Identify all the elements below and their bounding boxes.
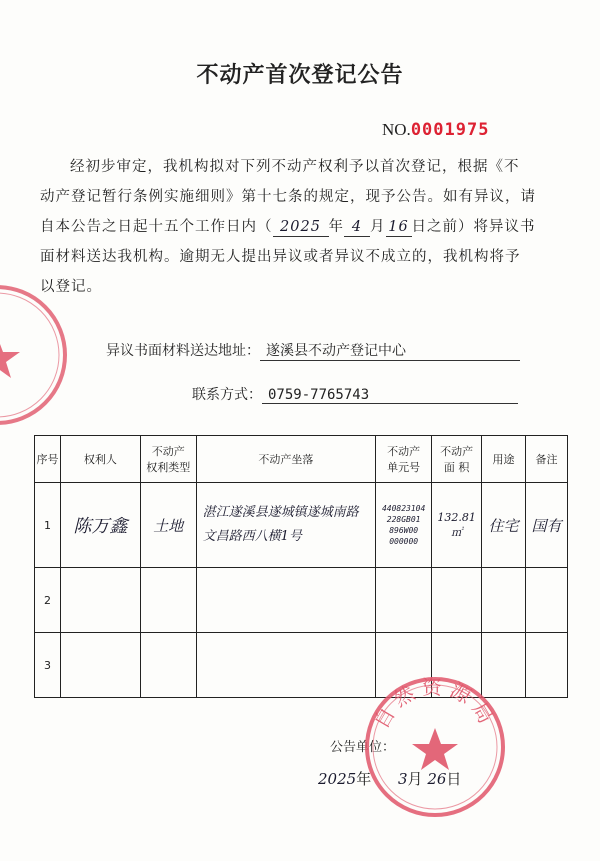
issue-day-suffix: 日	[446, 770, 462, 788]
issue-month-suffix: 月	[407, 770, 423, 788]
cell-right-type: 土地	[140, 483, 196, 568]
svg-text:自然资源局: 自然资源局	[368, 675, 502, 733]
address-value: 遂溪县不动产登记中心	[260, 340, 520, 361]
notice-line-3-text: 自本公告之日起十五个工作日内（	[40, 219, 273, 235]
cell-holder	[60, 568, 140, 633]
table-row	[35, 568, 568, 633]
header-seq: 序号	[35, 436, 61, 483]
cell-holder: 陈万鑫	[60, 483, 140, 568]
contact-label: 联系方式：	[192, 387, 262, 403]
deadline-month: 4	[344, 218, 370, 237]
header-right-type-2: 权利类型	[146, 461, 191, 474]
cell-use	[482, 568, 526, 633]
document-number-value: 0001975	[410, 120, 490, 140]
cell-location-line-2: 文昌路西八横1号	[202, 529, 302, 544]
cell-right-type	[140, 633, 196, 698]
deadline-day: 16	[386, 218, 412, 237]
notice-line-1: 经初步审定，我机构拟对下列不动产权利予以首次登记，根据《不	[70, 159, 520, 175]
cell-location	[196, 633, 376, 698]
notice-line-3	[40, 212, 565, 242]
cell-right-type	[140, 568, 196, 633]
page-title: 不动产首次登记公告	[196, 63, 404, 88]
cell-location-line-1: 湛江遂溪县遂城镇遂城南路	[202, 505, 359, 520]
issue-year: 2025	[318, 770, 357, 788]
header-holder: 权利人	[60, 436, 140, 483]
cell-seq: 2	[35, 568, 61, 633]
header-unit-no-1: 不动产	[387, 445, 421, 458]
header-right-type-1: 不动产	[151, 445, 185, 458]
cell-area: 132.81㎡	[432, 483, 482, 568]
address-label: 异议书面材料送达地址：	[106, 343, 260, 359]
deadline-day-suffix: 日之前）将异议书	[411, 219, 536, 235]
document-number-prefix: NO.	[382, 120, 411, 139]
notice-line-2: 动产登记暂行条例实施细则》第十七条的规定，现予公告。如有异议，请	[40, 189, 536, 205]
contact-info	[192, 384, 518, 404]
cell-use: 住宅	[482, 483, 526, 568]
cell-unit-no-2: 228GB01	[386, 515, 421, 524]
cell-note: 国有	[526, 483, 568, 568]
notice-line-4: 面材料送达我机构。逾期无人提出异议或者异议不成立的，我机构将予	[40, 249, 521, 265]
header-note: 备注	[526, 436, 568, 483]
cell-unit-no-4: 000000	[389, 537, 419, 546]
cell-note	[526, 633, 568, 698]
official-seal-icon	[360, 672, 510, 822]
header-area-1: 不动产	[440, 445, 474, 458]
header-right-type	[140, 436, 196, 483]
cell-note	[526, 568, 568, 633]
header-unit-no-2: 单元号	[387, 461, 421, 474]
cell-location	[196, 483, 376, 568]
issue-year-suffix: 年	[356, 770, 372, 788]
notice-paragraph	[40, 152, 565, 302]
issue-month: 3	[397, 770, 408, 788]
header-location: 不动产坐落	[196, 436, 376, 483]
contact-value: 0759-7765743	[262, 387, 518, 404]
cell-seq: 3	[35, 633, 61, 698]
issue-day: 26	[427, 770, 447, 788]
cell-seq: 1	[35, 483, 61, 568]
issuer-label: 公告单位：	[330, 740, 396, 755]
property-table	[34, 435, 568, 698]
objection-address	[106, 340, 520, 361]
cell-unit-no	[376, 568, 432, 633]
cell-area	[432, 568, 482, 633]
cell-unit-no	[376, 483, 432, 568]
header-use: 用途	[482, 436, 526, 483]
notice-line-5: 以登记。	[40, 279, 102, 295]
cell-holder	[60, 633, 140, 698]
header-area	[432, 436, 482, 483]
table-row	[35, 483, 568, 568]
deadline-year: 2025	[273, 218, 329, 237]
header-unit-no	[376, 436, 432, 483]
table-header-row	[35, 436, 568, 483]
deadline-year-suffix: 年	[328, 219, 344, 235]
cell-unit-no-3: 896W00	[389, 526, 419, 535]
cell-unit-no-1: 440823104	[381, 504, 426, 513]
document-number	[382, 120, 489, 140]
cell-location	[196, 568, 376, 633]
partial-seal-icon	[0, 280, 72, 430]
deadline-month-suffix: 月	[370, 219, 386, 235]
header-area-2: 面 积	[443, 461, 470, 474]
